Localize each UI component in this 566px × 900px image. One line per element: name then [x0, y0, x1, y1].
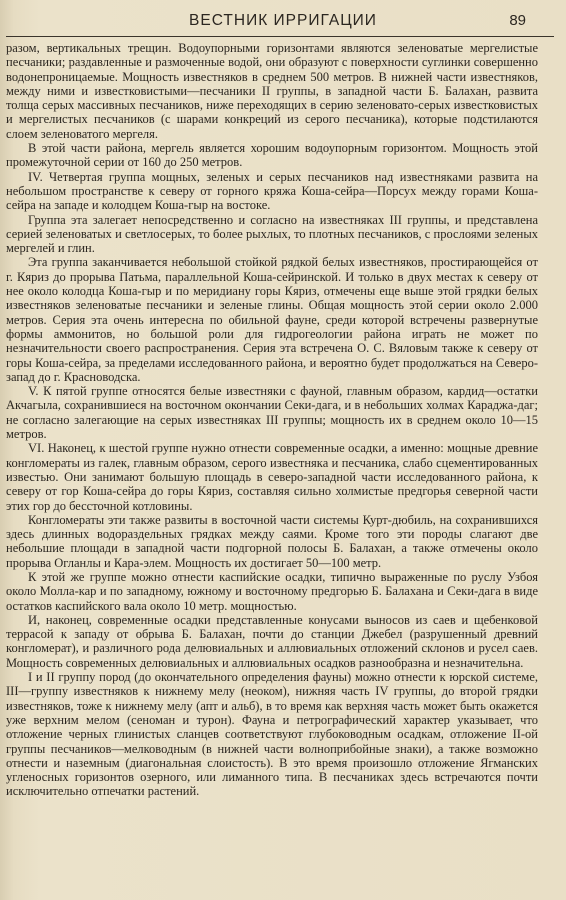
paragraph: Эта группа заканчивается небольшой стойкой рядкой белых известняков, простирающейся от г. Кяриз до прорыва Патьма, параллельной Коша-сейринской. И только в двух местах к северу от нее около колодца Коша-гыр и по меридиану горы Кяриз, отмечены еще выше этой грядки белых известняков зеленоватые песчаники и зеленые глины. Общая мощность этой серии около 2.000 метров. Серия эта очень интересна по обильной фауне, среди которой встречены развернутые формы аммонитов, но большой роли для гидрогеологии района играть не может по незначительности своего распространения. Серия эта встречена О. С. Вяловым также к северу от горы Коша-сейра, за пределами исследованного района, и вероятно будет продолжаться на Северо-запад до г. Красноводска.	[6, 255, 538, 384]
paragraph: разом, вертикальных трещин. Водоупорными горизонтами являются зеленоватые мергелистые песчаники; раздавленные и размоченные водой, они образуют с поверхности суглинки совершенно водонепроницаемые. Мощность известняков в среднем 500 метров. В нижней части известняков, между ними и известковистыми—песчаники II группы, в западной части Б. Балахан, развита толща серых массивных песчаников, ниже переходящих в серию зеленовато-серых известковистых и мергелистых песчаников (с шарами конкреций из серого песчаника), которые подстилаются слоем зеленоватого мергеля.	[6, 41, 538, 141]
paragraph: V. К пятой группе относятся белые известняки с фауной, главным образом, кардид—остатки Акчагыла, сохранившиеся на восточном окончании Секи-дага, и в небольших холмах Караджа-даг; не согласно залегающие на серых известняках III группы; мощность их в среднем около 10—15 метров.	[6, 384, 538, 442]
paragraph: В этой части района, мергель является хорошим водоупорным горизонтом. Мощность этой промежуточной серии от 160 до 250 метров.	[6, 141, 538, 170]
paragraph: IV. Четвертая группа мощных, зеленых и серых песчаников над известняками развита на небольшом пространстве к северу от горного кряжа Коша-сейра—Порсух между горами Коша-сейра на западе и колодцем Коша-гыр на востоке.	[6, 169, 538, 213]
body-text	[6, 41, 538, 799]
journal-title: ВЕСТНИК ИРРИГАЦИИ	[189, 12, 377, 29]
paragraph: Группа эта залегает непосредственно и согласно на известняках III группы, и представлена серией зеленоватых и светлосерых, то более рыхлых, то плотных песчаников, с прослоями зеленых мергелей и глин.	[6, 212, 538, 256]
running-header	[0, 10, 566, 34]
paragraph: И, наконец, современные осадки представленные конусами выносов из саев и щебенковой террасой к западу от обрыва Б. Балахан, почти до станции Джебел (разрушенный древний конгломерат), и различного рода делювиальных и аллювиальных отложений склонов и русел саев. Мощность современных делювиальных и аллювиальных осадков разнообразна и незначительна.	[6, 612, 538, 670]
paragraph: VI. Наконец, к шестой группе нужно отнести современные осадки, а именно: мощные древние конгломераты из галек, главным образом, серого известняка и песчаника, слабо сцементированных известью. Они занимают большую площадь в северо-западной части исследованного района, к северу от гор Коша-сейра до горы Кяриз, составляя сильно холмистые предгорья северной части этих гор до бессточной котловины.	[6, 441, 538, 513]
page-number: 89	[509, 12, 526, 29]
paragraph: Конгломераты эти также развиты в восточной части системы Курт-дюбиль, на сохранившихся здесь длинных водораздельных грядках между саями. Кроме того эти породы слагают две небольшие площади в западной части подгорной полосы Б. Балахан, а также отмечены около прорыва Огланлы и Кара-элем. Мощность их достигает 50—100 метр.	[6, 512, 538, 570]
paragraph: I и II группу пород (до окончательного определения фауны) можно отнести к юрской системе, III—группу известняков к нижнему мелу (неоком), нижняя часть IV группы, до второй грядки известняков, тоже к нижнему мелу (апт и альб), в то время как верхняя часть может быть окажется уже верхним мелом (сеноман и турон). Фауна и петрографический характер указывает, что отложение черных глинистых сланцев соответствуют глубоководным осадкам, отложение II-ой группы песчаников—мелководным (в нижней части волноприбойные знаки), а также возможно отнести и наземным (диагональная слоистость). В это время произошло отложение Ягманских угленосных горизонтов озерного, или лиманного типа. В песчаниках здесь встречаются почти исключительно отпечатки растений.	[6, 670, 538, 799]
paragraph: К этой же группе можно отнести каспийские осадки, типично выраженные по руслу Узбоя около Молла-кар и по западному, южному и восточному предгорью Б. Балахана и Секи-дага в виде остатков каспийского вала около 10 метр. мощностью.	[6, 569, 538, 613]
header-rule	[6, 36, 554, 37]
